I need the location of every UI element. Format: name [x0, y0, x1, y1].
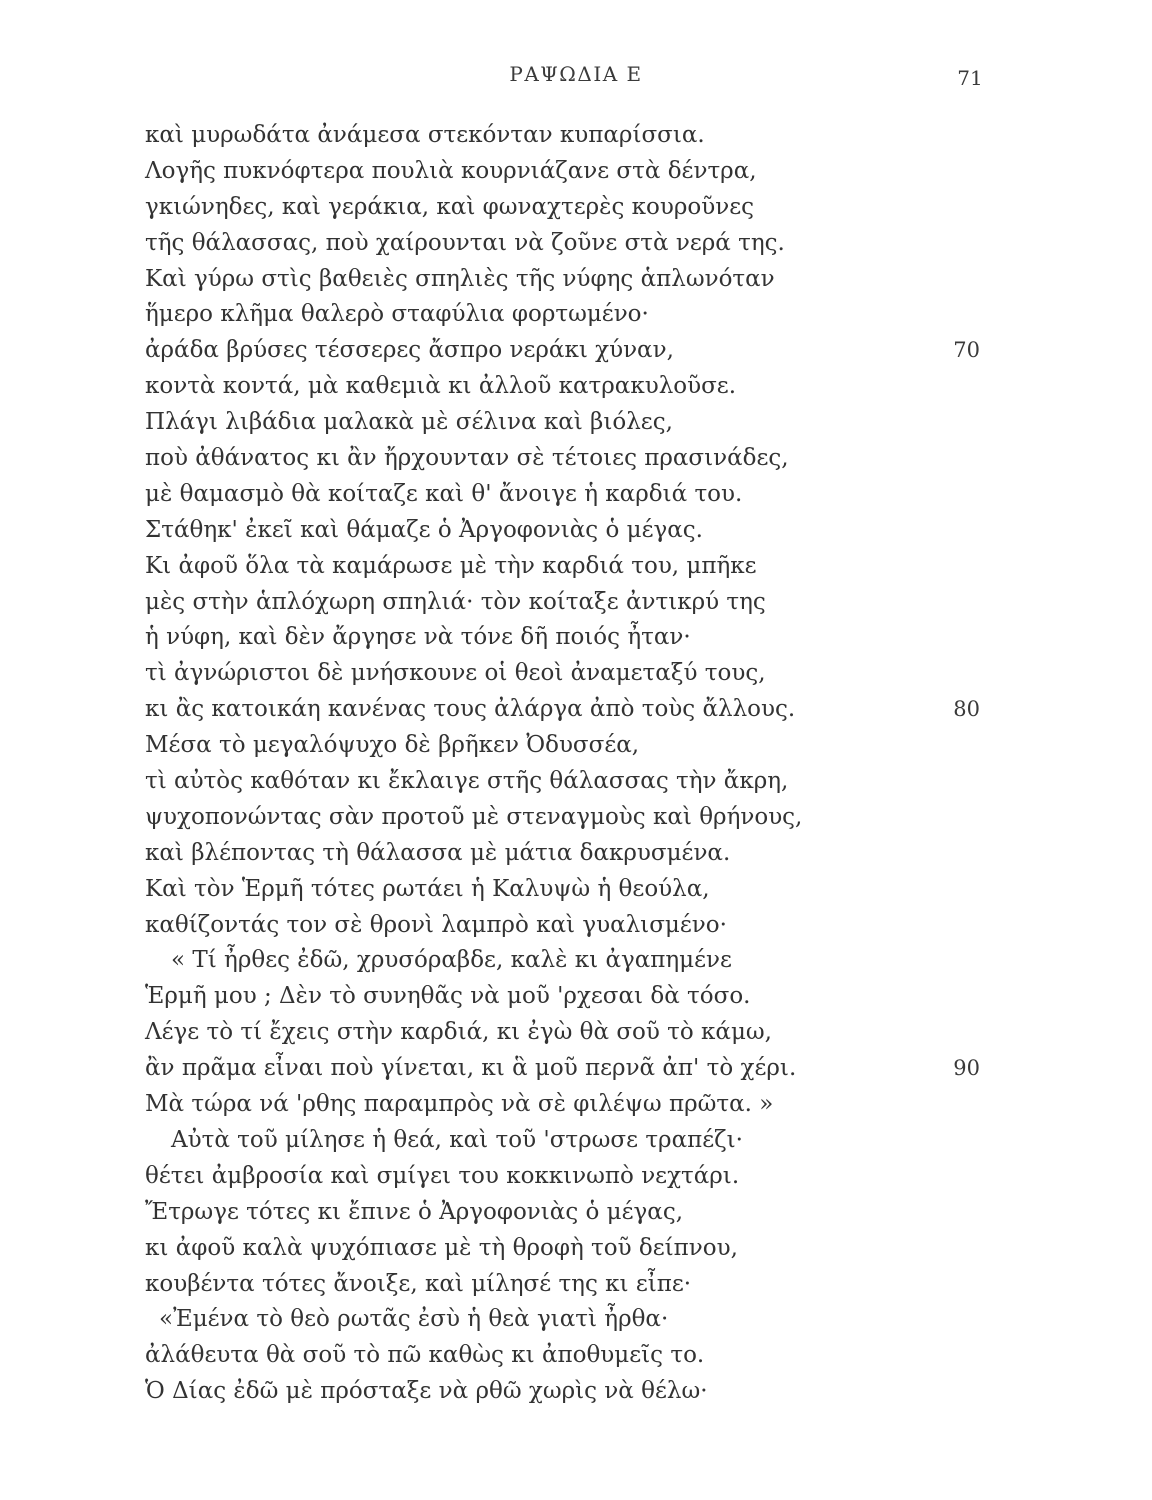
line-number: 80: [953, 697, 980, 722]
verse-line: [145, 872, 985, 908]
verse-text: Ἔτρωγε τότες κι ἔπινε ὁ Ἀργοφονιὰς ὁ μέγας,: [145, 1198, 684, 1225]
running-title: ΡΑΨΩΔΙΑ Ε: [509, 62, 643, 86]
verse-text: κι ἂς κατοικάη κανένας τους ἀλάργα ἀπὸ τοὺς ἄλλους.: [145, 696, 796, 723]
verse-text: κουβέντα τότες ἄνοιξε, καὶ μίλησέ της κι εἶπε·: [145, 1270, 692, 1297]
verse-text: ποὺ ἀθάνατος κι ἂν ἤρχουνταν σὲ τέτοιες πρασινάδες,: [145, 445, 789, 472]
verse-text: κι ἀφοῦ καλὰ ψυχόπιασε μὲ τὴ θροφὴ τοῦ δείπνου,: [145, 1234, 738, 1261]
verse-line: [145, 1087, 985, 1123]
verse-text: Μὰ τώρα νά 'ρθης παραμπρὸς νὰ σὲ φιλέψω πρῶτα. »: [145, 1091, 774, 1118]
verse-text: ἡ νύφη, καὶ δὲν ἄργησε νὰ τόνε δῆ ποιός ἦταν·: [145, 624, 691, 651]
verse-line: [145, 154, 985, 190]
verse-text: «Ἐμένα τὸ θεὸ ρωτᾶς ἐσὺ ἡ θεὰ γιατὶ ἦρθα·: [159, 1306, 669, 1333]
verse-text: τῆς θάλασσας, ποὺ χαίρουνται νὰ ζοῦνε στὰ νερά της.: [145, 229, 785, 256]
verse-line: [145, 333, 985, 369]
verse-line: [145, 692, 985, 728]
verse-line: [145, 477, 985, 513]
verse-text: καθίζοντάς τον σὲ θρονὶ λαμπρὸ καὶ γυαλισμένο·: [145, 911, 727, 938]
verse-line: [145, 620, 985, 656]
verse-line: [145, 1231, 985, 1267]
verse-line: [145, 585, 985, 621]
verse-text: Πλάγι λιβάδια μαλακὰ μὲ σέλινα καὶ βιόλες,: [145, 409, 673, 436]
verse-line: [145, 656, 985, 692]
verse-text: θέτει ἀμβροσία καὶ σμίγει του κοκκινωπὸ νεχτάρι.: [145, 1162, 740, 1189]
verse-text: Λέγε τὸ τί ἔχεις στὴν καρδιά, κι ἐγὼ θὰ σοῦ τὸ κάμω,: [145, 1019, 772, 1046]
verse-text: μὲ θαμασμὸ θὰ κοίταζε καὶ θ' ἄνοιγε ἡ καρδιά του.: [145, 480, 743, 507]
verse-text: Κι ἀφοῦ ὅλα τὰ καμάρωσε μὲ τὴν καρδιά του, μπῆκε: [145, 552, 757, 579]
line-number: 70: [953, 338, 980, 363]
verse-line: [145, 1195, 985, 1231]
verse-line: [145, 908, 985, 944]
verse-text: Μέσα τὸ μεγαλόψυχο δὲ βρῆκεν Ὀδυσσέα,: [145, 732, 640, 759]
verse-text: κοντὰ κοντά, μὰ καθεμιὰ κι ἀλλοῦ κατρακυλοῦσε.: [145, 373, 737, 400]
verse-line: [145, 262, 985, 298]
verse-text: καὶ βλέποντας τὴ θάλασσα μὲ μάτια δακρυσμένα.: [145, 839, 731, 866]
verse-line: [145, 549, 985, 585]
verse-line: [145, 369, 985, 405]
verse-text: Καὶ γύρω στὶς βαθειὲς σπηλιὲς τῆς νύφης ἁπλωνόταν: [145, 265, 775, 292]
verse-text: ἀλάθευτα θὰ σοῦ τὸ πῶ καθὼς κι ἀποθυμεῖς το.: [145, 1342, 705, 1369]
page-number: 71: [957, 66, 983, 90]
verse-text: μὲς στὴν ἁπλόχωρη σπηλιά· τὸν κοίταξε ἀντικρύ της: [145, 588, 766, 615]
verse-line: [145, 1051, 985, 1087]
verse-line: [145, 979, 985, 1015]
verse-text: Λογῆς πυκνόφτερα πουλιὰ κουρνιάζανε στὰ δέντρα,: [145, 157, 757, 184]
verse-line: [145, 405, 985, 441]
verse-text: ἥμερο κλῆμα θαλερὸ σταφύλια φορτωμένο·: [145, 301, 649, 328]
verse-line: [145, 226, 985, 262]
verse-line: [145, 513, 985, 549]
verse-text: Ὁ Δίας ἐδῶ μὲ πρόσταξε νὰ ρθῶ χωρὶς νὰ θέλω·: [145, 1378, 708, 1405]
verse-line: [145, 118, 985, 154]
verse-line: [145, 1123, 985, 1159]
verse-text: καὶ μυρωδάτα ἀνάμεσα στεκόνταν κυπαρίσσια.: [145, 122, 705, 148]
verse-line: [145, 836, 985, 872]
verse-line: [145, 1338, 985, 1374]
verse-text: ἂν πρᾶμα εἶναι ποὺ γίνεται, κι ἃ μοῦ περνᾶ ἀπ' τὸ χέρι.: [145, 1055, 797, 1082]
verse-text: Καὶ τὸν Ἑρμῆ τότες ρωτάει ἡ Καλυψὼ ἡ θεούλα,: [145, 875, 710, 902]
verse-text: γκιώνηδες, καὶ γεράκια, καὶ φωναχτερὲς κουροῦνες: [145, 193, 754, 220]
verse-line: [145, 1302, 985, 1338]
verse-text: Στάθηκ' ἐκεῖ καὶ θάμαζε ὁ Ἀργοφονιὰς ὁ μέγας.: [145, 516, 703, 543]
verse-line: [145, 1267, 985, 1303]
verse-line: [145, 1015, 985, 1051]
verse-line: [145, 764, 985, 800]
verse-text: Αὐτὰ τοῦ μίλησε ἡ θεά, καὶ τοῦ 'στρωσε τραπέζι·: [171, 1126, 743, 1153]
verse-text: « Τί ἦρθες ἐδῶ, χρυσόραβδε, καλὲ κι ἀγαπημένε: [171, 947, 732, 974]
verse-line: [145, 297, 985, 333]
poem-text: [145, 118, 985, 1410]
verse-text: τὶ ἀγνώριστοι δὲ μνήσκουνε οἱ θεοὶ ἀναμεταξύ τους,: [145, 660, 766, 687]
verse-line: [145, 943, 985, 979]
verse-text: τὶ αὐτὸς καθόταν κι ἔκλαιγε στῆς θάλασσας τὴν ἄκρη,: [145, 768, 789, 795]
verse-line: [145, 441, 985, 477]
verse-text: ψυχοπονώντας σὰν προτοῦ μὲ στεναγμοὺς καὶ θρήνους,: [145, 803, 803, 830]
line-number: 90: [953, 1056, 980, 1081]
verse-line: [145, 728, 985, 764]
verse-line: [145, 1159, 985, 1195]
verse-line: [145, 800, 985, 836]
verse-line: [145, 1374, 985, 1410]
verse-text: Ἑρμῆ μου ; Δὲν τὸ συνηθᾶς νὰ μοῦ 'ρχεσαι δὰ τόσο.: [145, 983, 751, 1010]
verse-line: [145, 190, 985, 226]
verse-text: ἀράδα βρύσες τέσσερες ἄσπρο νεράκι χύναν,: [145, 337, 674, 364]
